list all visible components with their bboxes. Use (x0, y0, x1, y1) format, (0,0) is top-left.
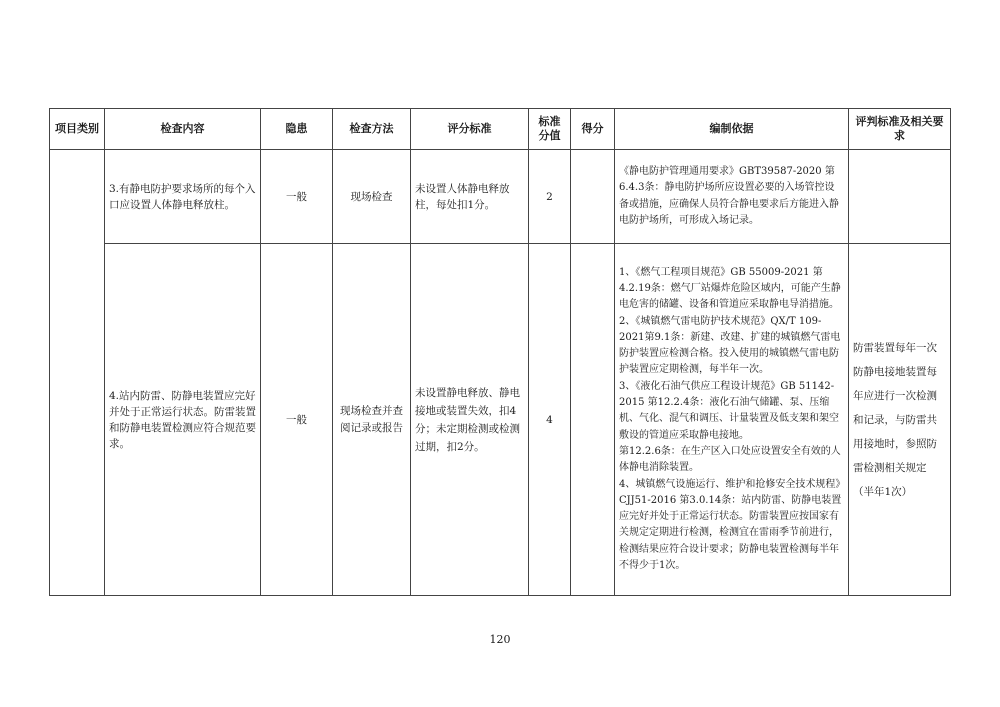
requirements-cell: 防雷装置每年一次防静电接地装置每年应进行一次检测和记录，与防雷共用接地时，参照防雷检测相关规定（半年1次） (849, 244, 951, 596)
category-cell (50, 150, 105, 596)
basis-cell (615, 244, 849, 596)
scoring-cell: 未设置静电释放、静电接地或装置失效，扣4分；未定期检测或检测过期，扣2分。 (411, 244, 529, 596)
header-content: 检查内容 (105, 109, 261, 150)
score-cell: 2 (529, 150, 571, 244)
header-row (50, 109, 951, 150)
content-cell: 4.站内防雷、防静电装置应完好并处于正常运行状态。防雷装置和防静电装置检测应符合规范要求。 (105, 244, 261, 596)
method-cell: 现场检查并查阅记录或报告 (333, 244, 411, 596)
page-number: 120 (489, 633, 511, 646)
hazard-cell: 一般 (261, 150, 333, 244)
header-hazard: 隐患 (261, 109, 333, 150)
header-category: 项目类别 (50, 109, 105, 150)
header-obtained: 得分 (571, 109, 615, 150)
table-row (50, 244, 951, 596)
hazard-cell: 一般 (261, 244, 333, 596)
method-cell: 现场检查 (333, 150, 411, 244)
obtained-cell (571, 244, 615, 596)
basis-item: 2、《城镇燃气雷电防护技术规范》QX/T 109-2021第9.1条：新建、改建、扩建的城镇燃气雷电防护装置应检测合格。投入使用的城镇燃气雷电防护装置应定期检测，每半年一次。 (619, 315, 841, 376)
basis-item: 4、城镇燃气设施运行、维护和抢修安全技术规程》CJJ51-2016 第3.0.14条：站内防雷、防静电装置应完好并处于正常运行状态。防雷装置应按国家有关规定定期进行检测，检测宜在雷雨季节前进行，检测结果应符合设计要求；防静电装置检测每半年不得少于1次。 (619, 478, 842, 572)
header-requirements: 评判标准及相关要求 (849, 109, 951, 150)
header-scoring: 评分标准 (411, 109, 529, 150)
basis-cell (615, 150, 849, 244)
content-cell: 3.有静电防护要求场所的每个入口应设置人体静电释放柱。 (105, 150, 261, 244)
header-score: 标准分值 (529, 109, 571, 150)
requirements-cell (849, 150, 951, 244)
header-method: 检查方法 (333, 109, 411, 150)
obtained-cell (571, 150, 615, 244)
basis-item: 《静电防护管理通用要求》GBT39587-2020 第6.4.3条：静电防护场所应设置必要的入场管控设备或措施，应确保人员符合静电要求后方能进入静电防护场所，可形成入场记录。 (619, 165, 839, 226)
scoring-cell: 未设置人体静电释放柱，每处扣1分。 (411, 150, 529, 244)
inspection-table (49, 108, 951, 596)
basis-item: 1、《燃气工程项目规范》GB 55009-2021 第4.2.19条：燃气厂站爆炸危险区域内，可能产生静电危害的储罐、设备和管道应采取静电导消措施。 (619, 266, 841, 311)
header-basis: 编制依据 (615, 109, 849, 150)
basis-item: 3、《液化石油气供应工程设计规范》GB 51142-2015 第12.2.4条：液化石油气储罐、泵、压缩机、气化、混气和调压、计量装置及低支架和架空敷设的管道应采取静电接地。 (619, 380, 839, 441)
basis-item: 第12.2.6条：在生产区入口处应设置安全有效的人体静电消除装置。 (619, 445, 841, 474)
score-cell: 4 (529, 244, 571, 596)
table-row (50, 150, 951, 244)
